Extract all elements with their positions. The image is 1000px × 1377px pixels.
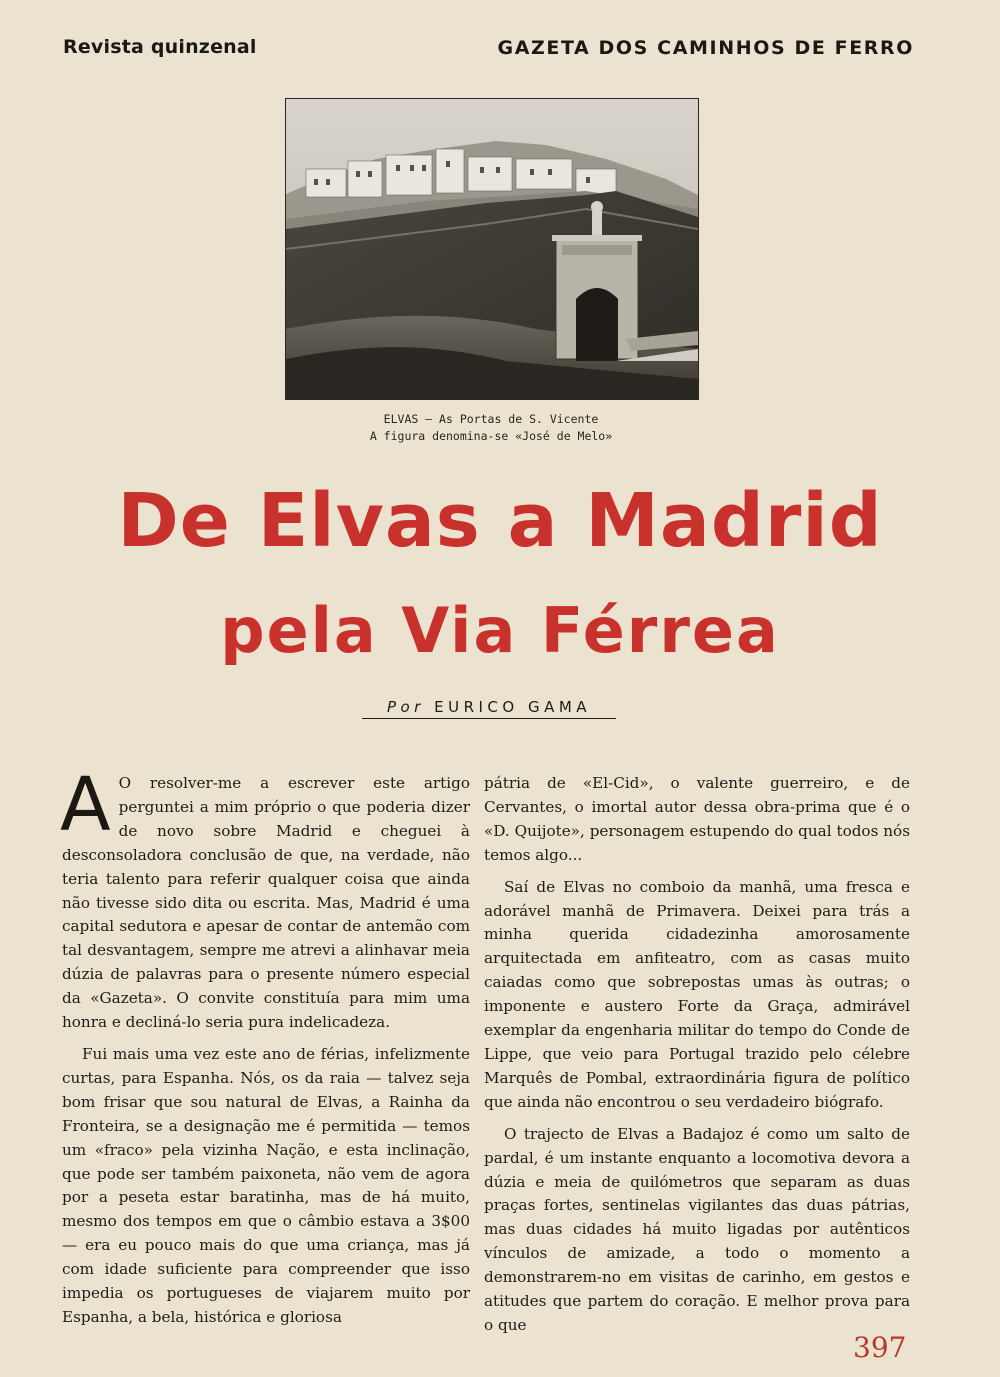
article-column-left [60, 762, 470, 1330]
article-paragraph: pátria de «El-Cid», o valente guerreiro, e de Cervantes, o imortal autor dessa obra-prima que é o «D. Quijote», personagem estupendo do qual todos nós temos algo... [484, 774, 910, 864]
photo-caption-line-1: ELVAS — As Portas de S. Vicente [383, 412, 599, 426]
photo-caption-line-2: A figura denomina-se «José de Melo» [369, 429, 613, 443]
running-header-right: GAZETA DOS CAMINHOS DE FERRO [497, 37, 914, 59]
article-paragraph: O trajecto de Elvas a Badajoz é como um salto de pardal, é um instante enquanto a locomotiva devora a dúzia e meia de quilómetros que separam as duas praças fortes, sentinelas vigilantes das duas pátrias, mas duas cidades há muito ligadas por autênticos vínculos de amizade, a todo o momento a demonstrarem-no em visitas de carinho, em gestos e atitudes que partem do coração. E melhor prova para o que [484, 1124, 910, 1334]
byline-prefix: Por [386, 698, 425, 716]
article-title-line-1: De Elvas a Madrid [117, 478, 883, 564]
article-paragraph-text: O resolver-me a escrever este artigo perguntei a mim próprio o que poderia dizer de novo sobre Madrid e cheguei à desconsoladora conclusão de que, na verdade, não teria talento para referir qualquer coisa que ainda não tivesse sido dita ou escrita. Mas, Madrid é uma capital sedutora e apesar de contar de antemão com tal desvantagem, sempre me atrevi a alinhavar meia dúzia de palavras para o presente número especial da «Gazeta». O convite constituía para mim uma honra e decliná-lo seria pura indelicadeza. [62, 774, 470, 1032]
byline-author: EURICO GAMA [434, 698, 592, 716]
article-paragraph: Fui mais uma vez este ano de férias, infelizmente curtas, para Espanha. Nós, os da raia — talvez seja bom frisar que sou natural de Elvas, a Rainha da Fronteira, se a designação me é permitida — temos um «fraco» pela vizinha Nação, e esta inclinação, que pode ser também paixoneta, não vem de agora por a peseta estar baratinha, mas de há muito, mesmo dos tempos em que o câmbio estava a 3$00 — era eu pouco mais do que uma criança, mas já com idade suficiente para compreender que isso impedia os portugueses de viajarem muito por Espanha, a bela, histórica e gloriosa [62, 1044, 470, 1326]
drop-cap: A [60, 762, 111, 848]
article-column-right [484, 772, 910, 1338]
article-paragraph: Saí de Elvas no comboio da manhã, uma fresca e adorável manhã de Primavera. Deixei para trás a minha querida cidadezinha amorosamente arquitectada em anfiteatro, com as casas muito caiadas como que sobrepostas umas às outras; o imponente e austero Forte da Graça, admirável exemplar da engenharia militar do tempo do Conde de Lippe, que veio para Portugal trazido pelo célebre Marquês de Pombal, extraordinária figura de político que ainda não encontrou o seu verdadeiro biógrafo. [484, 877, 910, 1111]
article-title-line-2: pela Via Férrea [220, 594, 780, 667]
photo-illustration [286, 99, 698, 399]
byline [362, 698, 616, 719]
running-header-left: Revista quinzenal [63, 36, 257, 58]
page-number: 397 [853, 1331, 907, 1364]
elvas-gate-photo [285, 98, 699, 400]
article-paragraph [60, 762, 470, 1035]
photo-caption [285, 411, 697, 445]
